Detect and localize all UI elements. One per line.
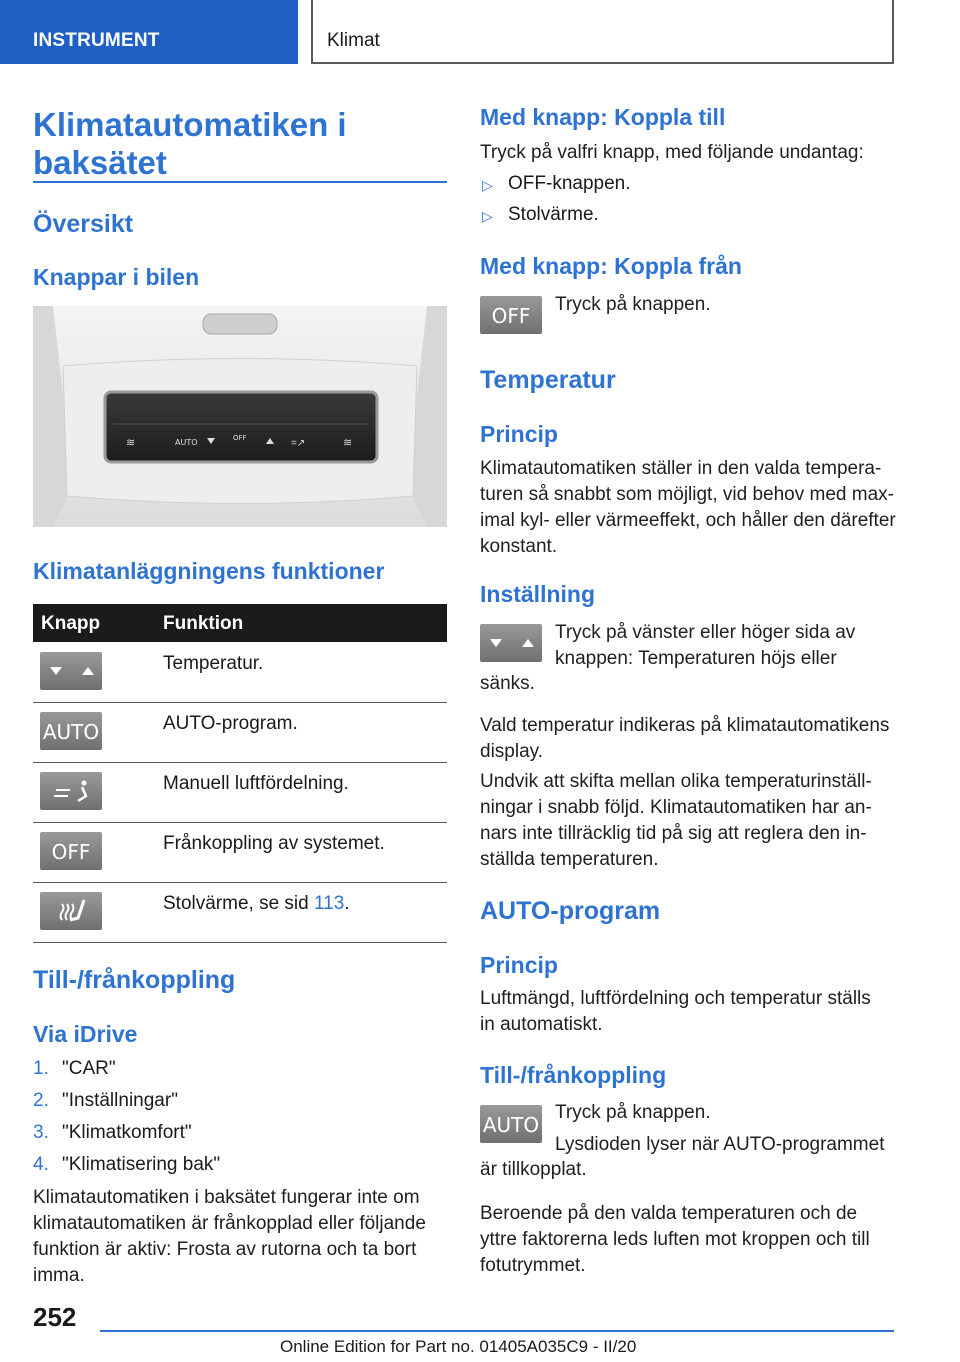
step-number: 3. xyxy=(33,1122,49,1143)
section-tab xyxy=(0,0,298,64)
paragraph-till2-a: Tryck på knappen. xyxy=(555,1102,711,1123)
panel-auto-label: AUTO xyxy=(175,438,198,447)
col-knapp: Knapp xyxy=(41,613,101,634)
step-text: "Klimatisering bak" xyxy=(62,1154,221,1175)
heading-princip-2: Princip xyxy=(480,952,558,978)
off-button-icon xyxy=(40,832,102,870)
air-distribution-glyph xyxy=(40,772,102,810)
rear-climate-panel-photo xyxy=(33,306,447,527)
heading-knappar: Knappar i bilen xyxy=(33,264,200,290)
svg-text:=↗: =↗ xyxy=(291,438,306,449)
paragraph-installning-a: Tryck på vänster eller höger sida av knappen: Temperaturen höjs eller xyxy=(555,622,856,669)
table-row xyxy=(33,702,447,763)
table-header xyxy=(33,604,447,642)
step-text: "Inställningar" xyxy=(62,1090,178,1111)
title-line-1: Klimatautomatiken i xyxy=(33,106,347,143)
section-label: INSTRUMENT xyxy=(33,30,160,51)
heading-installning: Inställning xyxy=(480,581,595,607)
page-title xyxy=(33,106,347,182)
col-funktion: Funktion xyxy=(163,613,244,634)
panel-off-label: OFF xyxy=(233,434,247,442)
paragraph-princip-1: Klimatautomatiken ställer in den valda tempera- turen så snabbt som möjligt, vid behov med max- imal kyl- eller värmeeffekt, och håller den därefter konstant. xyxy=(480,458,896,557)
air-distribution-icon xyxy=(40,772,102,810)
svg-text:≋: ≋ xyxy=(343,437,353,449)
heading-till-fran-2: Till-/frånkoppling xyxy=(480,1062,667,1088)
auto-icon-label: AUTO xyxy=(42,720,100,744)
paragraph-beroende: Beroende på den valda temperaturen och de yttre faktorerna leds luften mot kroppen och till fotutrymmet. xyxy=(480,1203,870,1276)
title-line-2: baksätet xyxy=(33,144,167,181)
heading-temperatur: Temperatur xyxy=(480,366,616,394)
heading-auto-program: AUTO-program xyxy=(480,897,661,925)
table-row xyxy=(33,642,447,703)
row-text: Stolvärme, se sid 113. xyxy=(163,893,350,914)
paragraph-till2-b2: är tillkopplat. xyxy=(480,1159,587,1180)
title-rule xyxy=(33,181,447,183)
svg-text:≋: ≋ xyxy=(126,437,136,449)
heading-till-fran: Till-/frånkoppling xyxy=(33,966,236,994)
auto-button-icon xyxy=(40,712,102,750)
bullet-triangle: ▷ xyxy=(482,177,493,193)
step-number: 4. xyxy=(33,1154,49,1175)
page-number: 252 xyxy=(33,1302,77,1332)
paragraph-idrive-note: Klimatautomatiken i baksätet fungerar inte om klimatautomatiken är frånkopplad eller följande funktion är aktiv: Frosta av rutorna och ta bort imma. xyxy=(33,1187,426,1286)
paragraph-princip-2: Luftmängd, luftfördelning och temperatur ställs in automatiskt. xyxy=(480,988,871,1035)
exception-item: Stolvärme. xyxy=(508,204,599,225)
row-text: Frånkoppling av systemet. xyxy=(163,833,385,854)
paragraph-koppla-fran: Tryck på knappen. xyxy=(555,294,711,315)
paragraph-vald: Vald temperatur indikeras på klimatautomatikens display. xyxy=(480,715,890,762)
table-row xyxy=(33,822,447,883)
heading-via-idrive: Via iDrive xyxy=(33,1021,138,1047)
paragraph-undvik: Undvik att skifta mellan olika temperaturinställ- ningar i snabb följd. Klimatautomatiken har an- nars inte tillräcklig tid på sig att reglera den in- ställda temperaturen. xyxy=(480,771,872,870)
off-icon-label: OFF xyxy=(51,840,91,864)
row-text: Temperatur. xyxy=(163,653,264,674)
footer-rule xyxy=(100,1330,894,1332)
heading-oversikt: Översikt xyxy=(33,210,134,238)
seat-heating-glyph xyxy=(40,892,102,930)
step-text: "Klimatkomfort" xyxy=(62,1122,192,1143)
rear-panel-illustration xyxy=(33,306,447,527)
paragraph-koppla-till: Tryck på valfri knapp, med följande undantag: xyxy=(480,142,864,163)
chapter-label: Klimat xyxy=(327,30,380,51)
temp-arrows-icon xyxy=(480,624,542,662)
off-icon-label: OFF xyxy=(491,304,531,328)
auto-icon-label: AUTO xyxy=(482,1113,540,1137)
edition-note: Online Edition for Part no. 01405A035C9 - II/20 xyxy=(280,1337,637,1356)
paragraph-till2-b1: Lysdioden lyser när AUTO-programmet xyxy=(555,1134,885,1155)
temp-arrows-icon xyxy=(40,652,102,690)
step-number: 1. xyxy=(33,1058,49,1079)
page-link[interactable]: 113 xyxy=(314,893,345,914)
heading-koppla-fran: Med knapp: Koppla från xyxy=(480,253,742,279)
step-text: "CAR" xyxy=(62,1058,116,1079)
heading-koppla-till: Med knapp: Koppla till xyxy=(480,104,726,130)
heading-funktioner: Klimatanläggningens funktioner xyxy=(33,558,385,584)
table-row xyxy=(33,882,447,943)
row-text: Manuell luftfördelning. xyxy=(163,773,349,794)
off-button-icon xyxy=(480,296,542,334)
auto-button-icon xyxy=(480,1105,542,1143)
bullet-triangle: ▷ xyxy=(482,208,493,224)
table-row xyxy=(33,762,447,823)
row-text: AUTO-program. xyxy=(163,713,298,734)
step-number: 2. xyxy=(33,1090,49,1111)
chapter-tab xyxy=(311,0,894,64)
exception-item: OFF-knappen. xyxy=(508,173,631,194)
seat-heating-icon xyxy=(40,892,102,930)
paragraph-installning-b: sänks. xyxy=(480,673,535,694)
temperature-buttons-icon xyxy=(480,624,542,662)
temperature-buttons-icon xyxy=(40,652,102,690)
heading-princip-1: Princip xyxy=(480,421,558,447)
